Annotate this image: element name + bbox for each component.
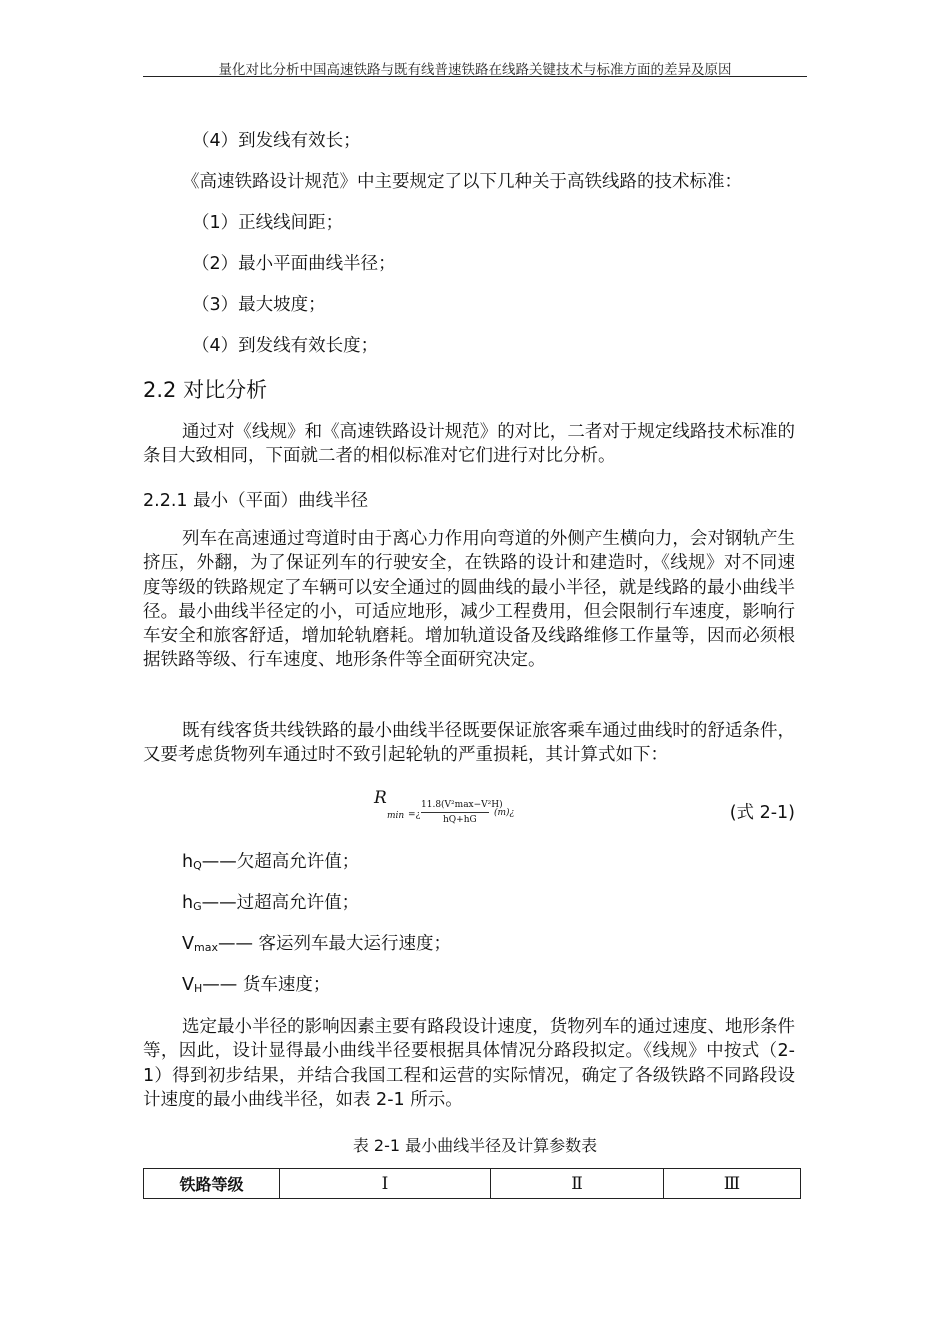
section-heading-2-2: 2.2 对比分析 <box>143 378 268 402</box>
header-divider <box>143 76 807 77</box>
symbol-definition <box>182 848 359 873</box>
symbol: h <box>182 852 194 872</box>
formula-lhs: R <box>374 788 387 808</box>
list-item: （2）最小平面曲线半径； <box>192 254 396 274</box>
page-header: 量化对比分析中国高速铁路与既有线普速铁路在线路关键技术与标准方面的差异及原因 <box>218 62 732 78</box>
symbol: V <box>182 934 194 954</box>
intro-sentence: 《高速铁路设计规范》中主要规定了以下几种关于高铁线路的技术标准： <box>182 172 742 192</box>
table-header-row <box>144 1169 801 1199</box>
table-header-cell: Ⅲ <box>664 1169 801 1199</box>
formula-equals: =¿ <box>408 810 421 820</box>
parameter-table <box>143 1168 801 1199</box>
symbol-description: —— 货车速度； <box>202 975 331 995</box>
paragraph: 选定最小半径的影响因素主要有路段设计速度，货物列车的通过速度、地形条件等，因此，设计显得最小曲线半径要根据具体情况分路段拟定。《线规》中按式（2-1）得到初步结果，并结合我国工程和运营的实际情况，确定了各级铁路不同路段设计速度的最小曲线半径，如表 2-1 所示。 <box>143 1017 795 1110</box>
symbol-definition <box>182 971 330 996</box>
section-heading-2-2-1: 2.2.1 最小（平面）曲线半径 <box>143 491 369 511</box>
formula-lhs-subscript: min <box>387 811 405 821</box>
symbol-definition <box>182 889 359 914</box>
symbol-subscript: H <box>193 982 203 995</box>
formula-2-1 <box>374 788 534 828</box>
symbol-description: ——欠超高允许值； <box>201 852 360 872</box>
paragraph: 列车在高速通过弯道时由于离心力作用向弯道的外侧产生横向力，会对钢轨产生挤压，外翻，为了保证列车的行驶安全，在铁路的设计和建造时，《线规》对不同速度等级的铁路规定了车辆可以安全通过的圆曲线的最小半径，就是线路的最小曲线半径。最小曲线半径定的小，可适应地形，减少工程费用，但会限制行车速度，影响行车安全和旅客舒适，增加轮轨磨耗。增加轨道设备及线路维修工作量等，因而必须根据铁路等级、行车速度、地形条件等全面研究决定。 <box>143 529 795 671</box>
fraction-bar <box>421 812 489 813</box>
paragraph: 既有线客货共线铁路的最小曲线半径既要保证旅客乘车通过曲线时的舒适条件，又要考虑货物列车通过时不致引起轮轨的严重损耗，其计算式如下： <box>143 721 795 766</box>
symbol-description: ——过超高允许值； <box>201 893 360 913</box>
list-item: （4）到发线有效长； <box>192 131 361 151</box>
table-header-cell: 铁路等级 <box>144 1169 280 1199</box>
symbol-description: —— 客运列车最大运行速度； <box>217 934 452 954</box>
formula-numerator: 11.8(V²max−V²H) <box>421 800 503 810</box>
list-item: （3）最大坡度； <box>192 295 326 315</box>
table-caption: 表 2-1 最小曲线半径及计算参数表 <box>352 1136 598 1155</box>
symbol: V <box>182 975 194 995</box>
equation-number: (式 2-1) <box>729 803 795 823</box>
symbol: h <box>182 893 194 913</box>
table-header-cell: Ⅱ <box>491 1169 664 1199</box>
list-item: （1）正线线间距； <box>192 213 344 233</box>
symbol-subscript: Q <box>193 859 202 872</box>
symbol-subscript: G <box>193 900 202 913</box>
formula-unit: (m)¿ <box>494 808 515 818</box>
table-header-cell: Ⅰ <box>280 1169 491 1199</box>
symbol-subscript: max <box>193 941 218 954</box>
formula-denominator: hQ+hG <box>443 815 477 825</box>
list-item: （4）到发线有效长度； <box>192 336 379 356</box>
paragraph: 通过对《线规》和《高速铁路设计规范》的对比，二者对于规定线路技术标准的条目大致相同，下面就二者的相似标准对它们进行对比分析。 <box>143 422 795 467</box>
symbol-definition <box>182 930 451 955</box>
